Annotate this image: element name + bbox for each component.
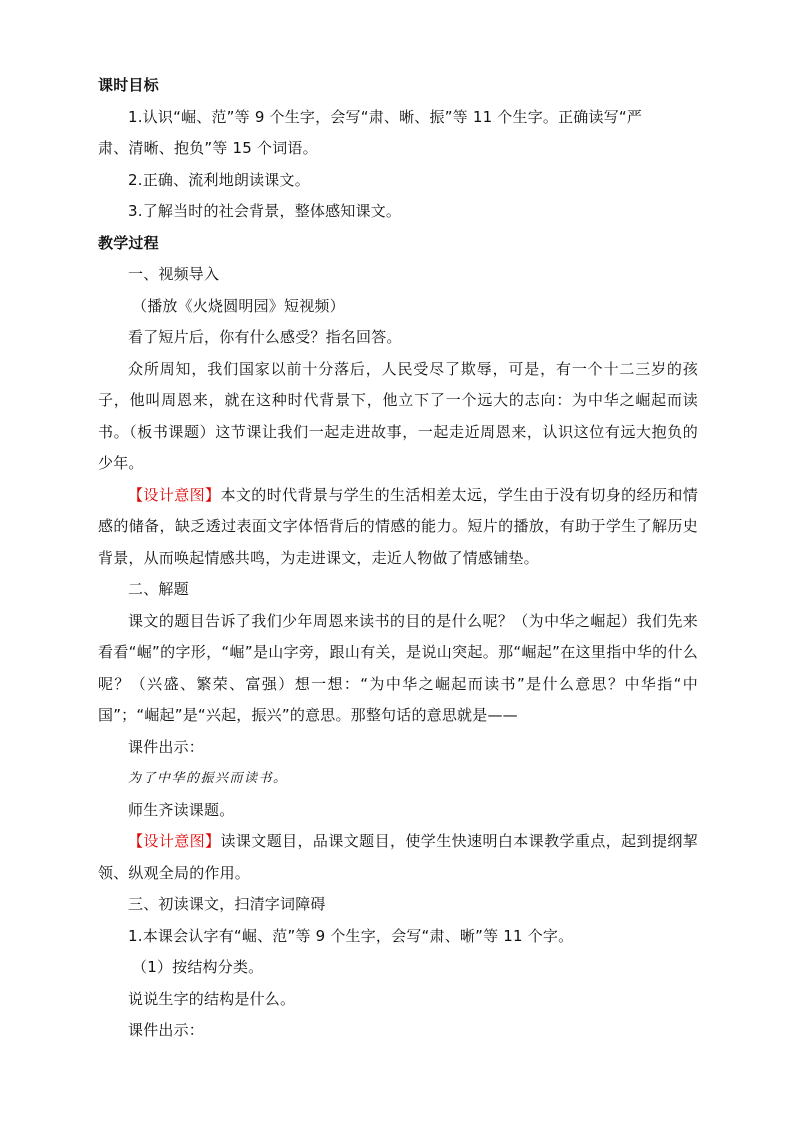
handwritten-line: 为了中华的振兴而读书。 (128, 771, 288, 786)
design-intent-label: 【设计意图】 (128, 485, 221, 504)
part-1-question: 看了短片后，你有什么感受？指名回答。 (128, 328, 402, 346)
design-intent-text: 读课文题目，品课文题目，使学生快速明白本课教学重点，起到提纲挈领、纵观全局的作用。 (98, 832, 698, 882)
design-intent-2 (98, 826, 698, 889)
goal-1-line-1: 1.认识“崛、范”等 9 个生字，会写“肃、晰、振”等 11 个生字。正确读写“严 (128, 107, 643, 126)
process-heading: 教学过程 (98, 233, 159, 252)
part-1-note: （播放《火烧圆明园》短视频） (132, 296, 345, 315)
part-3-question: 说说生字的结构是什么。 (128, 989, 296, 1008)
part-3-item-1: 1.本课会认字有“崛、范”等 9 个生字，会写“肃、晰”等 11 个字。 (128, 926, 574, 945)
goal-1-line-2: 肃、清晰、抱负”等 15 个词语。 (98, 139, 318, 157)
goal-3: 3.了解当时的社会背景，整体感知课文。 (128, 202, 402, 220)
design-intent-label: 【设计意图】 (128, 832, 221, 850)
part-2-title: 二、解题 (128, 580, 189, 598)
part-1-title: 一、视频导入 (128, 265, 220, 283)
part-3-title: 三、初读课文，扫清字词障碍 (128, 895, 326, 913)
courseware-label-2: 课件出示： (128, 1021, 205, 1039)
design-intent-1 (98, 480, 698, 575)
goal-2: 2.正确、流利地朗读课文。 (128, 170, 310, 189)
document-body (98, 70, 698, 1047)
courseware-label-1: 课件出示： (128, 737, 205, 756)
part-3-sub-1: （1）按结构分类。 (132, 958, 264, 976)
part-2-paragraph: 课文的题目告诉了我们少年周恩来读书的目的是什么呢？（为中华之崛起）我们先来看看“崛”的字形，“崛”是山字旁，跟山有关，是说山突起。那“崛起”在这里指中华的什么呢？（兴盛、繁荣、富强）想一想：“为中华之崛起而读书”是什么意思？中华指“中国”；“崛起”是“兴起，振兴”的意思。那整句话的意思就是—— (98, 611, 698, 724)
part-1-paragraph: 众所周知，我们国家以前十分落后，人民受尽了欺辱，可是，有一个十二三岁的孩子，他叫周恩来，就在这种时代背景下，他立下了一个远大的志向：为中华之崛起而读书。（板书课题）这节课让我们一起走进故事，一起走近周恩来，认识这位有远大抱负的少年。 (98, 359, 698, 472)
part-2-read: 师生齐读课题。 (128, 800, 235, 819)
goals-heading: 课时目标 (98, 76, 159, 94)
design-intent-text: 本文的时代背景与学生的生活相差太远，学生由于没有切身的经历和情感的储备，缺乏透过表面文字体悟背后的情感的能力。短片的播放，有助于学生了解历史背景，从而唤起情感共鸣，为走进课文，走近人物做了情感铺垫。 (98, 485, 698, 567)
